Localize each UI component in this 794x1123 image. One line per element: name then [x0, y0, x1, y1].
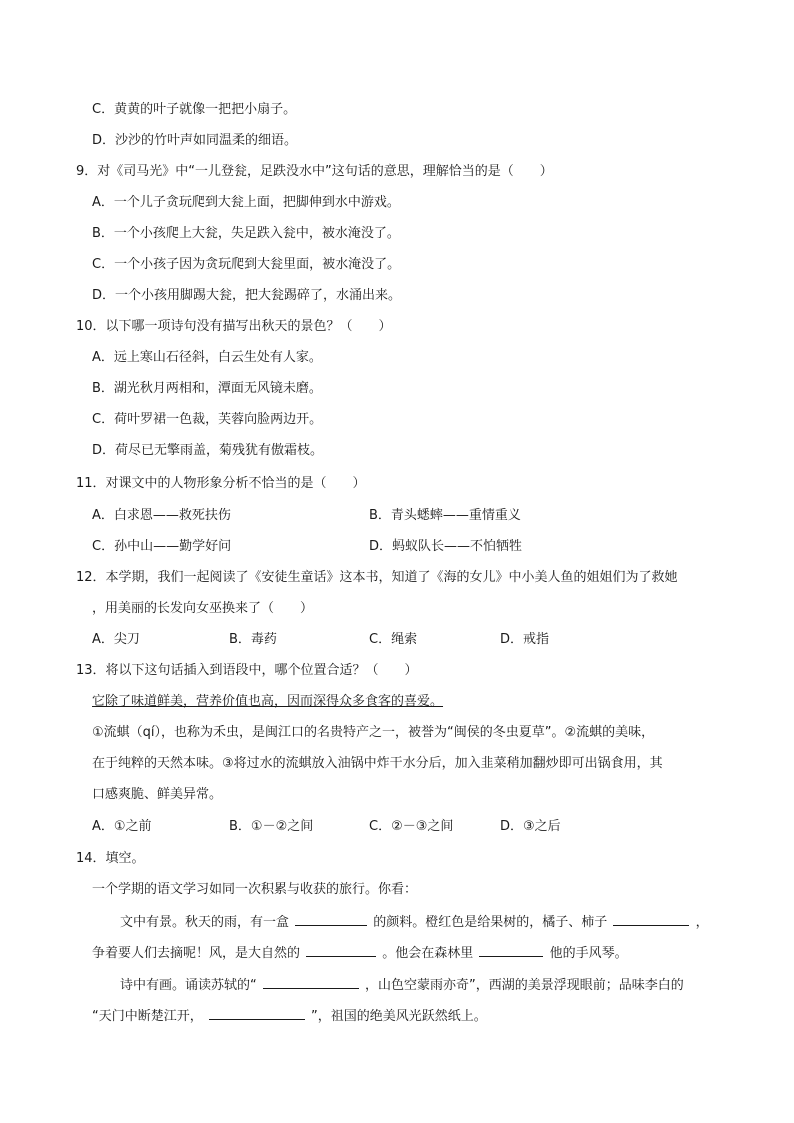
- q10-option-b: B．湖光秋月两相和，潭面无风镜未磨。: [92, 381, 322, 396]
- q14-line3: [120, 974, 684, 994]
- q14-line3-text-b: ，山色空蒙雨亦奇”，西湖的美景浮现眼前；品味李白的: [365, 978, 684, 993]
- q12-option-d: D．戒指: [500, 632, 550, 647]
- q13-option-d: D．③之后: [500, 819, 561, 834]
- fill-blank-1[interactable]: [295, 911, 367, 926]
- q12-stem-line1: 12．本学期，我们一起阅读了《安徒生童话》这本书，知道了《海的女儿》中小美人鱼的姐姐们为了救她: [76, 570, 678, 585]
- q13-paragraph-line3: 口感爽脆、鲜美异常。: [92, 787, 223, 802]
- q11-option-d: D．蚂蚁队长——不怕牺牲: [369, 539, 523, 554]
- q10-option-c: C．荷叶罗裙一色裁，芙蓉向脸两边开。: [92, 412, 323, 427]
- q14-line4-text-a: “天门中断楚江开，: [92, 1009, 203, 1024]
- q12-stem-line2: ，用美丽的长发向女巫换来了（ ）: [92, 601, 314, 616]
- q13-option-b: B．①－②之间: [229, 819, 314, 834]
- q13-option-a: A．①之前: [92, 819, 152, 834]
- q14-line1-text-b: 的颜料。橙红色是给果树的，橘子、柿子: [373, 915, 608, 930]
- q8-option-d: D．沙沙的竹叶声如同温柔的细语。: [92, 133, 298, 148]
- q9-stem: 9．对《司马光》中“一儿登瓮，足跌没水中”这句话的意思，理解恰当的是（ ）: [76, 164, 553, 179]
- q10-option-d: D．荷尽已无擎雨盖，菊残犹有傲霜枝。: [92, 443, 324, 458]
- fill-blank-4[interactable]: [479, 942, 543, 957]
- q10-stem: 10．以下哪一项诗句没有描写出秋天的景色？（ ）: [76, 319, 392, 334]
- q14-intro: 一个学期的语文学习如同一次积累与收获的旅行。你看：: [92, 882, 418, 897]
- q9-option-b: B．一个小孩爬上大瓮，失足跌入瓮中，被水淹没了。: [92, 226, 400, 241]
- q8-option-c: C．黄黄的叶子就像一把把小扇子。: [92, 102, 297, 117]
- q14-line1: [120, 911, 709, 931]
- q9-option-c: C．一个小孩子因为贪玩爬到大瓮里面，被水淹没了。: [92, 257, 401, 272]
- fill-blank-5[interactable]: [263, 974, 359, 989]
- q14-line2-text-b: 。他会在森林里: [382, 946, 474, 961]
- q12-option-c: C．绳索: [369, 632, 418, 647]
- q13-insert-sentence: 它除了味道鲜美，营养价值也高，因而深得众多食客的喜爱。: [92, 694, 444, 709]
- q11-stem: 11．对课文中的人物形象分析不恰当的是（ ）: [76, 476, 366, 491]
- fill-blank-6[interactable]: [209, 1005, 305, 1020]
- q13-paragraph-line1: ①流蜞（qí），也称为禾虫，是闽江口的名贵特产之一，被誉为“闽侯的冬虫夏草”。②流蜞的美味，: [92, 725, 655, 740]
- q13-stem: 13．将以下这句话插入到语段中，哪个位置合适？（ ）: [76, 663, 418, 678]
- q9-option-a: A．一个儿子贪玩爬到大瓮上面，把脚伸到水中游戏。: [92, 195, 400, 210]
- q11-option-a: A．白求恩——救死扶伤: [92, 508, 231, 523]
- q14-line2: [92, 942, 628, 962]
- q12-option-b: B．毒药: [229, 632, 277, 647]
- q14-stem: 14．填空。: [76, 851, 145, 866]
- fill-blank-3[interactable]: [306, 942, 376, 957]
- q13-option-c: C．②－③之间: [369, 819, 454, 834]
- fill-blank-2[interactable]: [613, 911, 689, 926]
- q11-option-c: C．孙中山——勤学好问: [92, 539, 232, 554]
- q14-line4-text-b: ”，祖国的绝美风光跃然纸上。: [311, 1009, 487, 1024]
- q14-line4: [92, 1005, 487, 1025]
- q14-line2-text-a: 争着要人们去摘呢！风，是大自然的: [92, 946, 301, 961]
- q14-line3-text-a: 诗中有画。诵读苏轼的“: [120, 978, 257, 993]
- q11-option-b: B．青头蟋蟀——重情重义: [369, 508, 521, 523]
- q12-option-a: A．尖刀: [92, 632, 140, 647]
- q14-line2-text-c: 他的手风琴。: [549, 946, 628, 961]
- q13-paragraph-line2: 在于纯粹的天然本味。③将过水的流蜞放入油锅中炸干水分后，加入韭菜稍加翻炒即可出锅食用，其: [92, 756, 663, 771]
- q9-option-d: D．一个小孩用脚踢大瓮，把大瓮踢碎了，水涌出来。: [92, 288, 402, 303]
- q10-option-a: A．远上寒山石径斜，白云生处有人家。: [92, 350, 322, 365]
- q14-line1-text-c: ，: [695, 915, 709, 930]
- q14-line1-text-a: 文中有景。秋天的雨，有一盒: [120, 915, 290, 930]
